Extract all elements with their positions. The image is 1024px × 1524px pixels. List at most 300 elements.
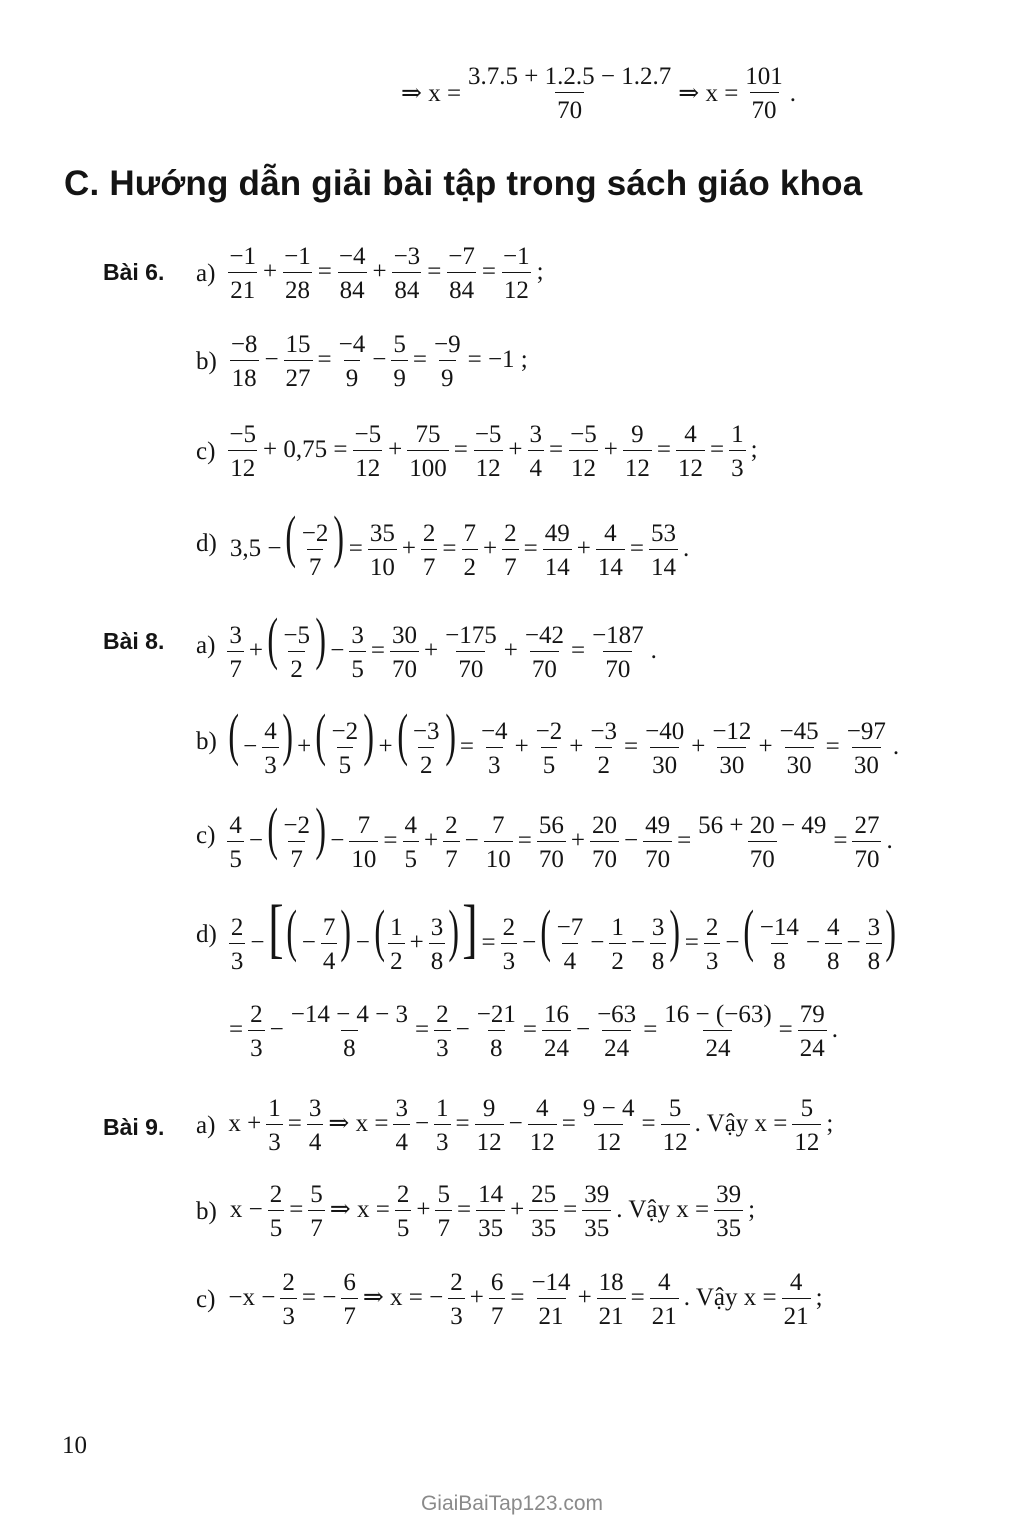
numerator: −97: [846, 717, 886, 745]
operator: +: [758, 733, 773, 760]
operator: =: [656, 436, 671, 464]
operator: =: [442, 535, 457, 562]
fraction: [852, 813, 881, 872]
denominator: 3: [280, 1298, 297, 1329]
bai6-part-a: [196, 244, 547, 303]
denominator: 7: [341, 1298, 358, 1329]
denominator: 5: [395, 1210, 412, 1241]
section-heading: C. Hướng dẫn giải bài tập trong sách giáo khoa: [64, 164, 863, 203]
numerator: 4: [684, 421, 697, 448]
fraction: [537, 813, 566, 872]
operator: = −: [301, 1284, 337, 1312]
fraction: [280, 1270, 297, 1329]
denominator: 7: [443, 841, 460, 872]
open-paren: (: [374, 898, 385, 963]
fraction: [476, 1182, 505, 1241]
denominator: 8: [650, 943, 667, 974]
operator: −: [455, 1016, 470, 1044]
operator: =: [684, 929, 699, 956]
close-paren: ): [340, 898, 352, 963]
numerator: 39: [584, 1181, 610, 1208]
denominator: 84: [447, 272, 476, 303]
fraction: [266, 1096, 283, 1155]
numerator: −187: [592, 621, 644, 649]
operator: −: [575, 1016, 591, 1044]
fraction: [281, 813, 312, 872]
fraction: [528, 422, 545, 481]
numerator: 1: [436, 1095, 449, 1122]
fraction: [284, 332, 313, 391]
fraction: [443, 813, 460, 872]
equation: [225, 422, 760, 481]
denominator: 3: [434, 1124, 451, 1155]
numerator: −4: [480, 717, 508, 745]
operator: −: [508, 1110, 523, 1138]
fraction: [792, 1096, 821, 1155]
denominator: 9: [439, 360, 456, 391]
operator: 3,5 −: [229, 535, 282, 562]
fraction: $\frac{3.7.5 + 1.2.5 - 1.2.7}{70}$: [468, 63, 672, 124]
fraction: [543, 521, 572, 580]
part-label: d): [196, 921, 217, 949]
numerator: 2: [436, 1001, 449, 1028]
operator: −: [355, 929, 370, 956]
operator: −: [243, 733, 258, 760]
intro-equation: [398, 64, 799, 123]
fraction: [650, 915, 667, 974]
fraction: [403, 813, 420, 872]
denominator: 12: [676, 450, 705, 481]
numerator: 9: [482, 1095, 496, 1122]
operator: −: [372, 346, 387, 374]
denominator: 12: [475, 1124, 504, 1155]
fraction: [528, 1096, 557, 1155]
denominator: 3: [501, 943, 518, 974]
numerator: 3: [395, 1095, 408, 1122]
equation: [225, 1270, 825, 1329]
operator: =: [456, 1196, 472, 1224]
fraction: [649, 521, 678, 580]
fraction: [596, 521, 625, 580]
operator: =: [289, 1196, 304, 1224]
denominator: 12: [528, 1124, 557, 1155]
equation: [227, 332, 531, 391]
numerator: −2: [535, 717, 563, 745]
denominator: 3: [729, 450, 746, 481]
operator: +: [416, 1196, 431, 1224]
denominator: 84: [338, 272, 367, 303]
fraction: [650, 1270, 679, 1329]
operator: .: [650, 637, 657, 664]
numerator: −40: [645, 717, 685, 745]
operator: . Vậy x =: [694, 1110, 788, 1138]
denominator: 35: [582, 1210, 611, 1241]
numerator: 56 + 20 − 49: [698, 811, 827, 839]
denominator: 9: [391, 360, 408, 391]
fraction: [475, 1002, 518, 1061]
denominator: 70: [590, 841, 619, 872]
numerator: 5: [437, 1181, 450, 1208]
numerator: −14: [759, 913, 799, 941]
operator: −: [522, 929, 537, 956]
denominator: 4: [321, 943, 338, 974]
denominator: 5: [403, 841, 420, 872]
operator: .: [892, 733, 900, 760]
denominator: 10: [484, 841, 513, 872]
part-label: d): [196, 530, 217, 558]
operator: +: [372, 258, 387, 286]
fraction: [568, 422, 599, 481]
operator: =: [624, 733, 639, 760]
denominator: 3: [486, 747, 503, 778]
operator: =: [370, 637, 386, 664]
denominator: 27: [284, 360, 313, 391]
fraction: [392, 244, 423, 303]
denominator: 5: [227, 841, 244, 872]
numerator: 3: [651, 913, 665, 941]
numerator: −7: [448, 243, 475, 270]
fraction: $\frac{101}{70}$: [745, 63, 783, 124]
denominator: 12: [228, 450, 257, 481]
operator: +: [603, 436, 618, 464]
denominator: 70: [390, 651, 419, 682]
close-paren: ): [444, 702, 456, 767]
bai9-part-a: [196, 1096, 836, 1155]
close-paren: ): [333, 504, 345, 569]
fraction: [595, 1002, 638, 1061]
denominator: 3: [229, 943, 246, 974]
exercise-label-bai8: Bài 8.: [103, 628, 165, 654]
numerator: 2: [282, 1269, 295, 1296]
open-paren: (: [267, 606, 279, 671]
operator: −: [414, 1110, 430, 1138]
fraction: [227, 422, 258, 481]
numerator: 4: [264, 717, 277, 745]
denominator: 14: [649, 549, 678, 580]
fraction: [421, 521, 438, 580]
fraction: [825, 915, 842, 974]
denominator: 2: [462, 549, 479, 580]
denominator: 2: [595, 747, 612, 778]
denominator: 21: [650, 1298, 679, 1329]
fraction: [489, 1270, 506, 1329]
operator: −x −: [228, 1284, 276, 1312]
operator: −: [805, 929, 821, 956]
equation: [225, 244, 546, 303]
numerator: 1: [390, 913, 403, 941]
operator: =: [643, 1016, 658, 1044]
numerator: −63: [597, 1001, 637, 1028]
operator: +: [510, 1196, 525, 1224]
numerator: 2: [269, 1181, 283, 1208]
numerator: 7: [357, 811, 371, 839]
open-paren: (: [540, 898, 552, 963]
denominator: 12: [353, 450, 382, 481]
fraction: [227, 623, 244, 682]
numerator: −175: [445, 621, 497, 649]
fraction: [352, 422, 383, 481]
fraction: [330, 719, 361, 778]
numerator: 56: [538, 811, 564, 839]
numerator: 6: [490, 1269, 504, 1296]
denominator: 24: [798, 1030, 827, 1061]
numerator: −5: [354, 421, 382, 448]
operator: =: [629, 535, 644, 562]
denominator: 21: [228, 272, 257, 303]
operator: =: [561, 1110, 576, 1138]
operator: +: [263, 258, 278, 286]
bai6-part-c: [196, 422, 761, 481]
operator: =: [415, 1016, 430, 1044]
denominator: 10: [349, 841, 378, 872]
fraction: [590, 623, 646, 682]
numerator: −9: [433, 331, 461, 358]
numerator: −8: [230, 331, 258, 358]
numerator: −2: [283, 811, 310, 839]
numerator: 27: [854, 811, 880, 839]
denominator: 70: [748, 841, 777, 872]
operator: + 0,75 =: [263, 436, 348, 464]
operator: =: [825, 733, 840, 760]
denominator: 2: [288, 651, 305, 682]
numerator: 1: [268, 1095, 281, 1122]
numerator: 16: [543, 1001, 569, 1028]
numerator: 5: [668, 1095, 682, 1122]
part-label: a): [196, 260, 216, 287]
fraction: [643, 719, 686, 778]
denominator: 12: [569, 450, 598, 481]
operator: +: [503, 637, 518, 664]
numerator: −42: [524, 621, 564, 649]
operator: =: [348, 535, 363, 562]
operator: .: [886, 827, 893, 854]
operator: =: [549, 436, 564, 464]
numerator: 79: [799, 1001, 825, 1028]
denominator: 4: [528, 450, 545, 481]
denominator: 10: [368, 549, 397, 580]
numerator: 14: [478, 1181, 504, 1208]
denominator: 70: [852, 841, 881, 872]
numerator: 49: [544, 519, 570, 547]
part-label: b): [196, 348, 217, 375]
numerator: 2: [422, 519, 436, 547]
bai8-part-c: [196, 796, 896, 873]
denominator: 7: [489, 1298, 506, 1329]
numerator: 30: [392, 621, 418, 649]
operator: +: [576, 535, 591, 562]
operator: =: [287, 1110, 302, 1138]
denominator: 14: [543, 549, 572, 580]
denominator: 35: [529, 1210, 558, 1241]
fraction: [446, 244, 477, 303]
denominator: 3: [448, 1298, 465, 1329]
operator: +: [577, 1284, 592, 1312]
numerator: −45: [779, 717, 819, 745]
fraction: [529, 1182, 558, 1241]
numerator: −5: [283, 621, 310, 649]
part-label: b): [196, 728, 217, 756]
denominator: 12: [502, 272, 531, 303]
operator: +: [570, 827, 585, 854]
numerator: 4: [604, 519, 617, 547]
denominator: 24: [602, 1030, 631, 1061]
operator: −: [590, 929, 605, 956]
operator: =: [412, 346, 427, 374]
operator: ;: [750, 436, 758, 464]
numerator: −4: [338, 243, 366, 270]
numerator: 9: [631, 421, 644, 448]
fraction: [462, 521, 479, 580]
denominator: 8: [771, 943, 788, 974]
fraction: [782, 1270, 811, 1329]
bai8-part-b: [196, 702, 902, 779]
numerator: −3: [412, 717, 440, 745]
fraction: [714, 1182, 743, 1241]
numerator: 7: [491, 811, 505, 839]
bai8-part-d-continued: [226, 1002, 841, 1061]
denominator: 7: [307, 549, 324, 580]
fraction: [501, 915, 518, 974]
fraction: [529, 1270, 572, 1329]
fraction: [662, 1002, 773, 1061]
operator: . Vậy x =: [616, 1196, 710, 1224]
operator: ⇒ x =: [329, 1196, 390, 1224]
numerator: −1: [503, 243, 530, 270]
numerator: 4: [229, 811, 242, 839]
fraction: [729, 422, 746, 481]
denominator: 8: [825, 943, 842, 974]
operator: −: [301, 929, 316, 956]
numerator: 2: [502, 913, 516, 941]
numerator: 3: [867, 913, 881, 941]
numerator: −14: [531, 1269, 571, 1296]
bai9-part-c: [196, 1270, 826, 1329]
operator: .: [682, 535, 690, 562]
fraction: [542, 1002, 571, 1061]
numerator: 5: [310, 1181, 323, 1208]
denominator: 3: [262, 747, 279, 778]
exercise-label-bai6: Bài 6.: [103, 259, 165, 285]
operator: +: [388, 436, 403, 464]
numerator: −5: [474, 421, 502, 448]
fraction: [501, 244, 532, 303]
open-bracket: [: [268, 892, 285, 965]
denominator: 2: [418, 747, 435, 778]
operator: +: [469, 1284, 484, 1312]
open-paren: (: [396, 702, 408, 767]
fraction: [308, 1182, 325, 1241]
fraction: [484, 813, 513, 872]
numerator: 15: [285, 331, 311, 358]
operator: ;: [826, 1110, 834, 1138]
equation: [225, 796, 895, 873]
denominator: 12: [623, 450, 652, 481]
denominator: 30: [717, 747, 746, 778]
part-label: c): [196, 1286, 216, 1313]
operator: −: [725, 929, 740, 956]
numerator: 25: [531, 1181, 557, 1208]
operator: =: [522, 1016, 537, 1044]
operator: +: [401, 535, 416, 562]
numerator: −12: [712, 717, 752, 745]
fraction: [411, 719, 442, 778]
denominator: 8: [429, 943, 446, 974]
numerator: 39: [716, 1181, 742, 1208]
fraction: [696, 813, 828, 872]
numerator: −2: [331, 717, 359, 745]
denominator: 4: [562, 943, 579, 974]
denominator: 28: [283, 272, 312, 303]
numerator: 2: [230, 913, 244, 941]
denominator: 4: [307, 1124, 324, 1155]
operator: +: [378, 733, 393, 760]
operator: ;: [536, 258, 544, 286]
fraction: [368, 521, 397, 580]
denominator: 12: [792, 1124, 821, 1155]
denominator: 5: [337, 747, 354, 778]
close-paren: ): [315, 606, 326, 671]
denominator: 14: [596, 549, 625, 580]
fraction: [321, 915, 338, 974]
bai6-part-d: [196, 504, 692, 581]
denominator: 35: [476, 1210, 505, 1241]
fraction: [473, 422, 504, 481]
numerator: 2: [705, 913, 719, 941]
numerator: −5: [229, 421, 257, 448]
fraction: [643, 813, 672, 872]
numerator: 2: [396, 1181, 410, 1208]
fraction: [429, 915, 446, 974]
fraction: [676, 422, 705, 481]
denominator: 8: [866, 943, 883, 974]
operator: −: [330, 637, 345, 664]
operator: +: [409, 929, 424, 956]
fraction: [866, 915, 883, 974]
numerator: 3: [308, 1095, 322, 1122]
implies-x: ⇒ x =: [678, 80, 739, 107]
fraction: [262, 719, 279, 778]
fraction: [337, 244, 368, 303]
close-paren: ): [448, 898, 460, 963]
numerator: 5: [393, 331, 406, 358]
operator: =: [459, 733, 474, 760]
denominator: 35: [714, 1210, 743, 1241]
denominator: 12: [474, 450, 503, 481]
close-paren: ): [315, 796, 326, 861]
open-paren: (: [315, 702, 327, 767]
part-label: a): [196, 1112, 216, 1139]
operator: +: [424, 827, 439, 854]
numerator: −2: [301, 519, 329, 547]
equation: [227, 1182, 758, 1241]
fraction: [349, 623, 366, 682]
equation: [226, 1002, 841, 1061]
numerator: 2: [250, 1001, 263, 1028]
bai6-part-b: [196, 332, 531, 391]
exercise-label-bai9: Bài 9.: [103, 1114, 165, 1140]
numerator: 3: [529, 421, 543, 448]
fraction: [391, 332, 408, 391]
close-paren: ): [885, 898, 897, 963]
numerator: 49: [645, 811, 671, 839]
operator: =: [383, 827, 398, 854]
fraction: [448, 1270, 465, 1329]
numerator: 1: [731, 421, 744, 448]
denominator: 8: [341, 1030, 358, 1061]
operator: +: [514, 733, 529, 760]
denominator: 3: [248, 1030, 265, 1061]
denominator: 21: [782, 1298, 811, 1329]
